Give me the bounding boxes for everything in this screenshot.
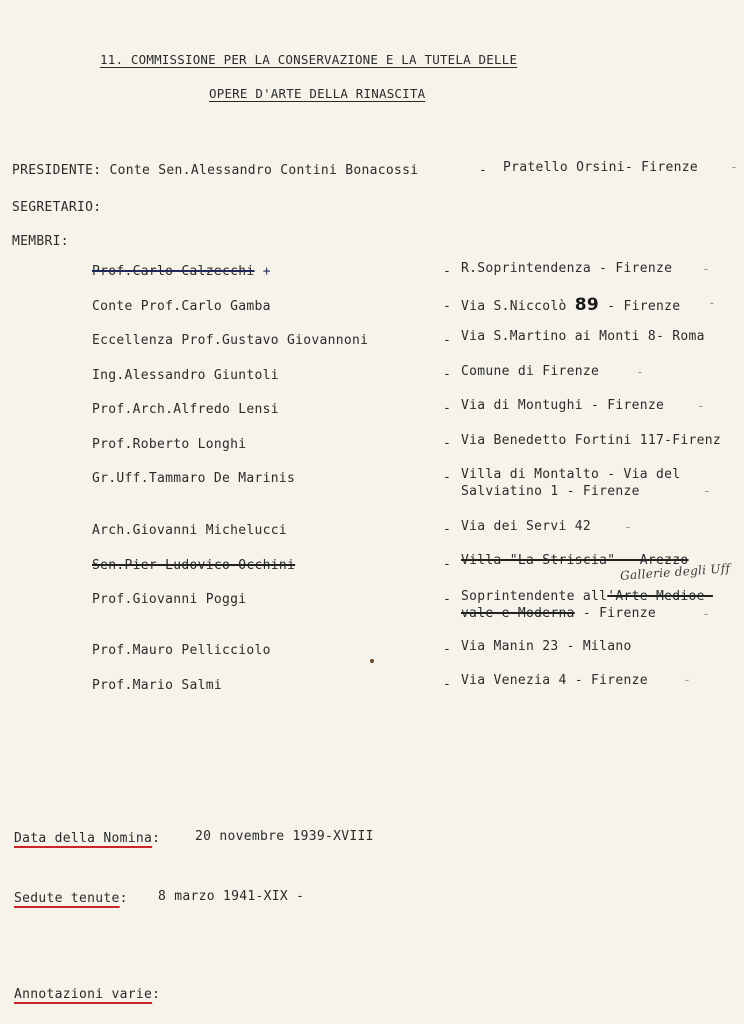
- member-name-5: Prof.Arch.Alfredo Lensi: [92, 402, 279, 417]
- annotazioni-colon: :: [152, 987, 161, 1002]
- ink-spot: [370, 659, 374, 663]
- member-tick-10: -: [702, 607, 711, 622]
- member-address-10-line2: vale e Moderna - Firenze: [461, 606, 657, 621]
- member-tick-12: -: [683, 673, 692, 688]
- member-tick-7: -: [703, 484, 712, 499]
- member-address-12: Via Venezia 4 - Firenze: [461, 673, 648, 688]
- member-dash-9: -: [443, 557, 452, 572]
- member-name-4: Ing.Alessandro Giuntoli: [92, 368, 279, 383]
- member-name-11: Prof.Mauro Pellicciolo: [92, 643, 271, 658]
- member-name-12: Prof.Mario Salmi: [92, 678, 223, 693]
- president-tick: -: [730, 160, 739, 175]
- member-name-1: Prof.Carlo Calzecchi +: [92, 264, 271, 279]
- member-address-3: Via S.Martino ai Monti 8- Roma: [461, 329, 705, 344]
- member-address-9: Villa "La Striscia" - Arezzo: [461, 553, 689, 568]
- member-address-10: Soprintendente all'Arte Medioe-: [461, 589, 713, 604]
- member-dash-11: -: [443, 642, 452, 657]
- member-name-3: Eccellenza Prof.Gustavo Giovannoni: [92, 333, 369, 348]
- member-name-10: Prof.Giovanni Poggi: [92, 592, 247, 607]
- member-dash-12: -: [443, 677, 452, 692]
- member-dash-2: -: [443, 299, 452, 314]
- member-address-2: Via S.Niccolò 89 - Firenze: [461, 295, 681, 315]
- member-dash-8: -: [443, 522, 452, 537]
- member-name-2: Conte Prof.Carlo Gamba: [92, 299, 271, 314]
- nomina-value: 20 novembre 1939-XVIII: [195, 829, 374, 844]
- handwritten-note: Gallerie degli Uff: [619, 561, 731, 583]
- cross-mark: +: [262, 264, 271, 279]
- member-dash-1: -: [443, 264, 452, 279]
- member-dash-4: -: [443, 367, 452, 382]
- members-label: MEMBRI:: [12, 234, 69, 249]
- member-address-7: Villa di Montalto - Via del: [461, 467, 681, 482]
- member-tick-1: -: [702, 262, 711, 277]
- title-line-2: OPERE D'ARTE DELLA RINASCITA: [209, 86, 426, 101]
- member-dash-3: -: [443, 333, 452, 348]
- member-address-4: Comune di Firenze: [461, 364, 600, 379]
- member-dash-5: -: [443, 401, 452, 416]
- president-row: [12, 163, 418, 178]
- member-address-7-line2: Salviatino 1 - Firenze: [461, 484, 640, 499]
- sedute-value: 8 marzo 1941-XIX -: [158, 889, 305, 904]
- nomina-label: Data della Nomina: [14, 831, 153, 846]
- annotazioni-label: Annotazioni varie: [14, 987, 153, 1002]
- member-tick-4: -: [636, 365, 645, 380]
- president-name: Conte Sen.Alessandro Contini Bonacossi: [109, 163, 419, 178]
- president-address: Pratello Orsini- Firenze: [503, 160, 699, 175]
- member-name-7: Gr.Uff.Tammaro De Marinis: [92, 471, 296, 486]
- member-address-11: Via Manin 23 - Milano: [461, 639, 632, 654]
- member-dash-6: -: [443, 436, 452, 451]
- member-dash-10: -: [443, 592, 452, 607]
- member-tick-5: -: [697, 399, 706, 414]
- sedute-label: Sedute tenute: [14, 891, 120, 906]
- nomina-colon: :: [152, 831, 161, 846]
- member-name-8: Arch.Giovanni Michelucci: [92, 523, 288, 538]
- sedute-row: [14, 891, 128, 906]
- annotazioni-row: [14, 987, 160, 1002]
- sedute-colon: :: [119, 891, 128, 906]
- member-address-6: Via Benedetto Fortini 117-Firenz: [461, 433, 722, 448]
- member-address-1: R.Soprintendenza - Firenze: [461, 261, 673, 276]
- member-name-6: Prof.Roberto Longhi: [92, 437, 247, 452]
- secretary-label: SEGRETARIO:: [12, 200, 102, 215]
- member-tick-8: -: [624, 520, 633, 535]
- member-dash-7: -: [443, 470, 452, 485]
- president-label: PRESIDENTE:: [12, 163, 102, 178]
- nomina-row: [14, 831, 160, 846]
- member-address-8: Via dei Servi 42: [461, 519, 592, 534]
- member-name-9: Sen.Pier Ludovico Occhini: [92, 558, 296, 573]
- member-tick-2: -: [708, 296, 717, 311]
- president-dash: -: [479, 163, 488, 178]
- inserted-number: 89: [574, 295, 600, 315]
- title-line-1: 11. COMMISSIONE PER LA CONSERVAZIONE E LA TUTELA DELLE: [100, 52, 518, 67]
- member-address-5: Via di Montughi - Firenze: [461, 398, 665, 413]
